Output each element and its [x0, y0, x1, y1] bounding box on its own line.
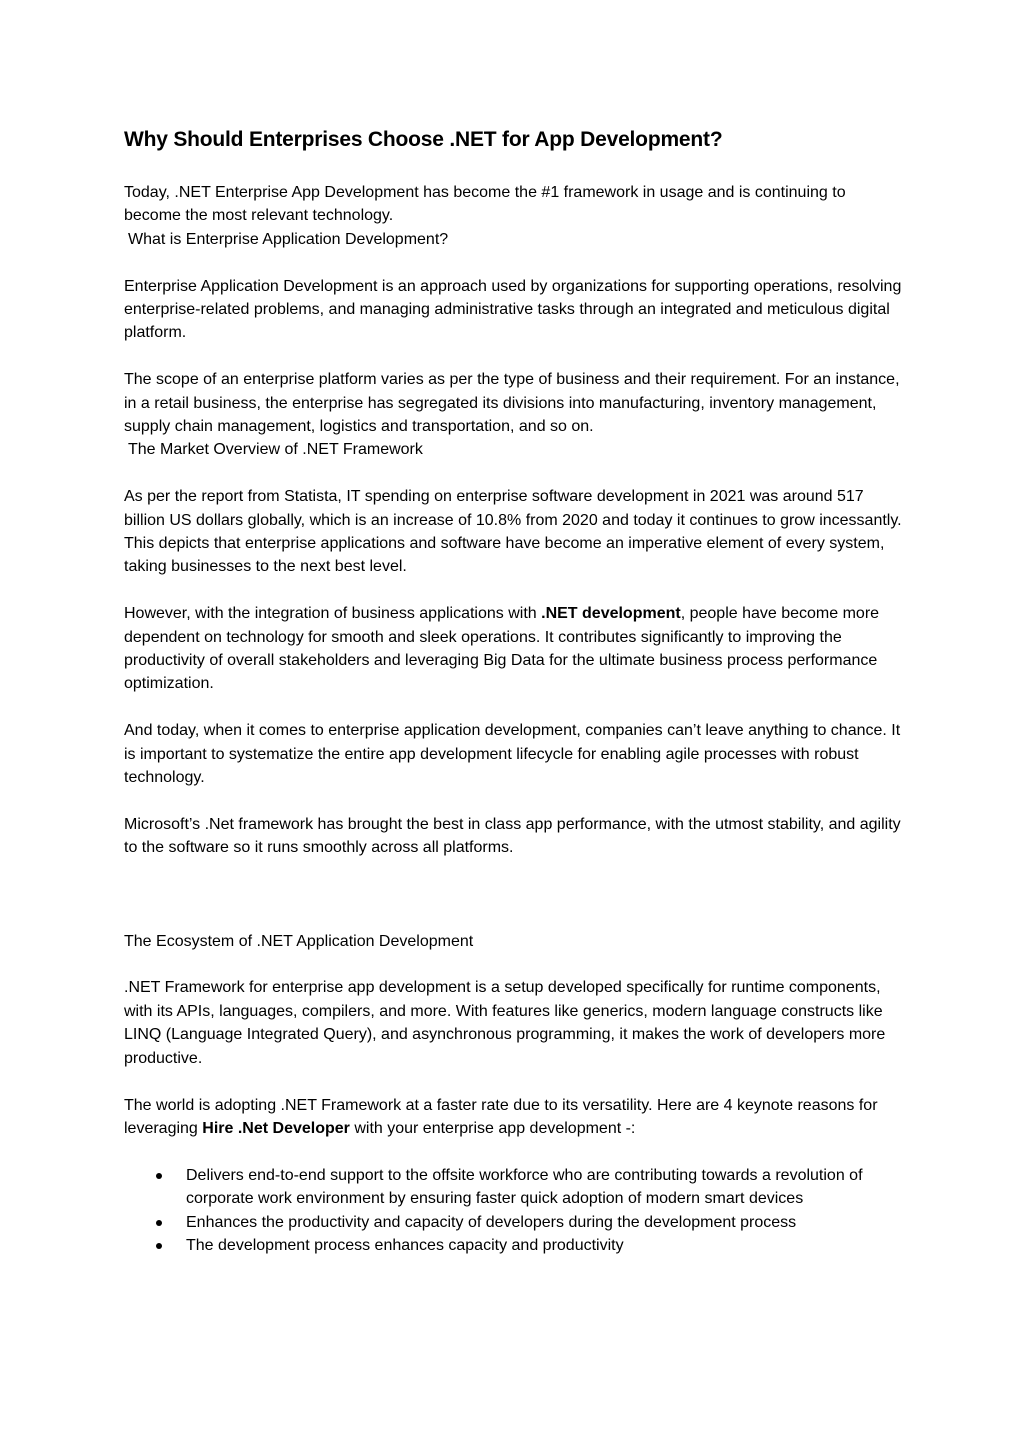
bullet-icon — [156, 1243, 162, 1249]
paragraph-net-integration — [124, 602, 904, 696]
bullet-icon — [156, 1220, 162, 1226]
paragraph-keynote-reasons-text-b: with your enterprise app development -: — [349, 1119, 636, 1137]
section-heading-ecosystem: The Ecosystem of .NET Application Development — [124, 932, 474, 950]
list-item-text: The development process enhances capacity and productivity — [186, 1236, 624, 1254]
bullet-icon — [156, 1173, 162, 1179]
section-heading-market-overview: The Market Overview of .NET Framework — [128, 441, 423, 459]
intro-paragraph: Today, .NET Enterprise App Development has become the #1 framework in usage and is continuing to become the most relevant technology. — [124, 184, 846, 225]
list-item-text: Enhances the productivity and capacity of developers during the development process — [186, 1213, 797, 1231]
paragraph-microsoft-framework: Microsoft’s .Net framework has brought the best in class app performance, with the utmost stability, and agility to the software so it runs smoothly across all platforms. — [124, 815, 901, 857]
reasons-list — [124, 1164, 904, 1258]
paragraph-statista-report: As per the report from Statista, IT spending on enterprise software development in 2021 was around 517 billion US dollars globally, which is an increase of 10.8% from 2020 and today it continues to grow incessantly. This depicts that enterprise applications and software have become an imperative element of every system, taking businesses to the next best level. — [124, 488, 902, 576]
paragraph-net-integration-text-a: However, with the integration of business applications with — [124, 605, 542, 623]
net-development-bold: .NET development — [541, 605, 681, 623]
list-item — [124, 1234, 904, 1257]
paragraph-enterprise-scope: The scope of an enterprise platform varies as per the type of business and their requirement. For an instance, in a retail business, the enterprise has segregated its divisions into manufacturing, inventory management, supply chain management, logistics and transportation, and so on. — [124, 371, 900, 436]
hire-net-developer-bold: Hire .Net Developer — [202, 1119, 350, 1137]
paragraph-enterprise-definition: Enterprise Application Development is an approach used by organizations for supporting operations, resolving enterprise-related problems, and managing administrative tasks through an integrated and meticulous digital platform. — [124, 277, 902, 342]
section-heading-enterprise-app-dev: What is Enterprise Application Development? — [128, 230, 449, 248]
paragraph-keynote-reasons — [124, 1094, 904, 1141]
paragraph-framework-setup: .NET Framework for enterprise app development is a setup developed specifically for runtime components, with its APIs, languages, compilers, and more. With features like generics, modern language constructs like LINQ (Language Integrated Query), and asynchronous programming, it makes the work of developers more productive. — [124, 979, 886, 1067]
document-title: Why Should Enterprises Choose .NET for App Development? — [124, 128, 723, 151]
list-item-text: Delivers end-to-end support to the offsite workforce who are contributing towards a revolution of corporate work environment by ensuring faster quick adoption of modern smart devices — [186, 1166, 863, 1208]
list-item — [124, 1211, 904, 1234]
paragraph-lifecycle: And today, when it comes to enterprise application development, companies can’t leave anything to chance. It is important to systematize the entire app development lifecycle for enabling agile processes with robust technology. — [124, 722, 901, 787]
paragraph-net-integration-text-b: , people have become more dependent on technology for smooth and sleek operations. It contributes significantly to improving the productivity of overall stakeholders and leveraging Big Data for the ultimate business process performance optimization. — [124, 605, 880, 693]
document-page — [124, 124, 904, 1257]
list-item — [124, 1164, 904, 1211]
paragraph-keynote-reasons-text-a: The world is adopting .NET Framework at a faster rate due to its versatility. Here are 4 keynote reasons for leveraging — [124, 1096, 878, 1137]
